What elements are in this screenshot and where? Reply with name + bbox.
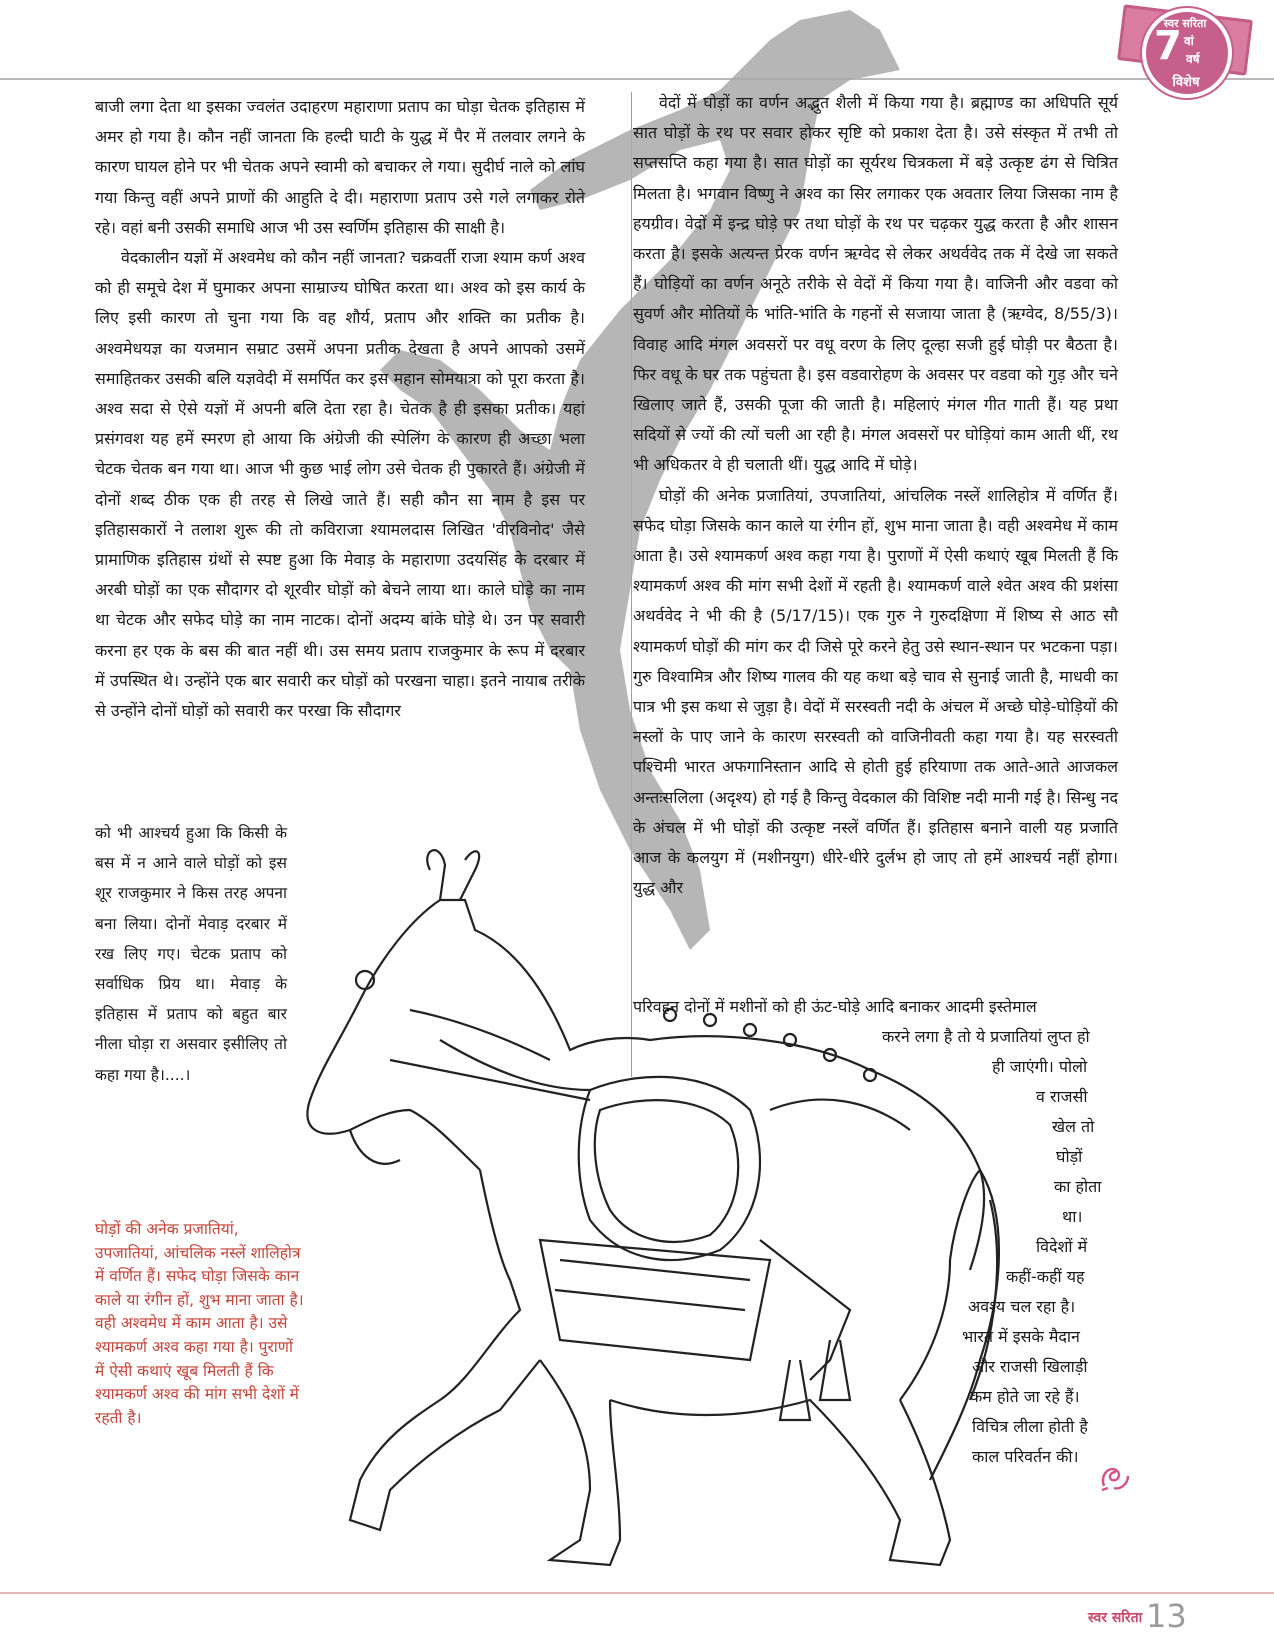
horse-line-drawing (290, 840, 1010, 1600)
badge-superscript-2: वर्ष (1186, 52, 1200, 66)
badge-subtitle: विशेष (1172, 75, 1200, 90)
badge-superscript: वां (1184, 34, 1194, 48)
right-paragraph-2: घोड़ों की अनेक प्रजातियां, उपजातियां, आंचलिक नस्लें शालिहोत्र में वर्णित हैं। सफेद घोड़ा जिसके कान काले या रंगीन हों, शुभ माना जाता है। वही अश्वमेध में काम आता है। उसे श्यामकर्ण अश्व कहा गया है। पुराणों में ऐसी कथाएं खूब मिलती हैं कि श्यामकर्ण अश्व की मांग सभी देशों में रहती है। श्यामकर्ण वाले श्वेत अश्व की प्रशंसा अथर्ववेद ने भी की है (5/17/15)। एक गुरु ने गुरुदक्षिणा में शिष्य से आठ सौ श्यामकर्ण घोड़ों की मांग कर दी जिसे पूरे करने हेतु उसे स्थान-स्थान पर भटकना पड़ा। गुरु विश्वामित्र और शिष्य गालव की यह कथा बड़े चाव से सुनाई जाती है, माधवी का पात्र भी इस कथा से जुड़ा है। वेदों में सरस्वती नदी के अंचल में अच्छे घोड़े-घोड़ियों की नस्लों के पाए जाने के कारण सरस्वती को वाजिनीवती कहा गया है। यह सरस्वती पश्चिमी भारत अफगानिस्तान आदि से होती हुई हरियाणा तक आते-आते आजकल अन्तःसलिला (अदृश्य) हो गई है किन्तु वेदकाल की विशिष्ट नदी मानी गई है। सिन्धु नद के अंचल में भी घोड़ों की उत्कृष्ट नस्लें वर्णित हैं। इतिहास बनाने वाली यह प्रजाति आज के कलयुग में (मशीनयुग) धीरे-धीरे दुर्लभ हो जाए तो हमें आश्चर्य नहीं होगा। युद्ध और (633, 485, 1118, 898)
right-wrap-line: परिवहन दोनों में मशीनों को ही ऊंट-घोड़े आदि बनाकर आदमी इस्तेमाल (633, 997, 1037, 1016)
left-paragraph-1: बाजी लगा देता था इसका ज्वलंत उदाहरण महाराणा प्रताप का घोड़ा चेतक इतिहास में अमर हो गया है। कौन नहीं जानता कि हल्दी घाटी के युद्ध में पैर में तलवार लगने के कारण घायल होने पर भी चेतक अपने स्वामी को बचाकर ले गया। सुदीर्घ नाले को लांघ गया किन्तु वहीं अपने प्राणों की आहुति दे दी। महाराणा प्रताप उसे गले लगाकर रोते रहे। वहां बनी उसकी समाधि आज भी उस स्वर्णिम इतिहास की साक्षी है। (95, 97, 585, 237)
right-wrap-line: काल परिवर्तन की। (972, 1447, 1079, 1466)
right-wrap-line: ही जाएंगी। पोलो (992, 1057, 1088, 1076)
badge-number: 7 (1154, 23, 1182, 69)
bottom-rule (0, 1592, 1274, 1594)
right-wrap-line: अवश्य चल रहा है। (968, 1297, 1076, 1316)
right-wrap-line: का होता (1054, 1177, 1102, 1196)
right-wrap-line: घोड़ों (1056, 1147, 1083, 1166)
left-paragraph-2: वेदकालीन यज्ञों में अश्वमेध को कौन नहीं जानता? चक्रवर्ती राजा श्याम कर्ण अश्व को ही समूचे देश में घुमाकर अपना साम्राज्य घोषित करता था। अश्व को इस कार्य के लिए इसी कारण तो चुना गया कि वह शौर्य, प्रताप और शक्ति का प्रतीक है। अश्वमेधयज्ञ का यजमान सम्राट उसमें अपना प्रतीक देखता है अपने आपको उसमें समाहितकर उसकी बलि यज्ञवेदी में समर्पित कर इस महान सोमयात्रा को पूरा करता है। अश्व सदा से ऐसे यज्ञों में अपनी बलि देता रहा है। चेतक है ही इसका प्रतीक। यहां प्रसंगवश यह हमें स्मरण हो आया कि अंग्रेजी की स्पेलिंग के कारण ही अच्छा भला चेटक चेतक बन गया था। आज भी कुछ भाई लोग उसे चेतक ही पुकारते हैं। अंग्रेजी में दोनों शब्द ठीक एक ही तरह से लिखे जाते हैं। सही कौन सा नाम है इस पर इतिहासकारों ने तलाश शुरू की तो कविराजा श्यामलदास लिखित 'वीरविनोद' जैसे प्रामाणिक इतिहास ग्रंथों से स्पष्ट हुआ कि मेवाड़ के महाराणा उदयसिंह के दरबार में अरबी घोड़ों का एक सौदागर दो शूरवीर घोड़ों को बेचने लाया था। काले घोड़े का नाम था चेटक और सफेद घोड़े का नाम नाटक। दोनों अदम्य बांके घोड़े थे। उन पर सवारी करना हर एक के बस की बात नहीं थी। उस समय प्रताप राजकुमार के रूप में दरबार में उपस्थित थे। उन्होंने एक बार सवारी कर घोड़ों को परखना चाहा। इतने नायाब तरीके से उन्होंने दोनों घोड़ों को सवारी कर परखा कि सौदागर (95, 248, 585, 721)
right-wrap-line: था। (1062, 1207, 1083, 1226)
right-wrap-line: खेल तो (1052, 1117, 1095, 1136)
right-wrap-line: विदेशों में (1036, 1237, 1088, 1256)
right-wrap-line: कम होते जा रहे हैं। (970, 1387, 1080, 1406)
right-wrap-line: और राजसी खिलाड़ी (972, 1357, 1088, 1376)
pull-quote: घोड़ों की अनेक प्रजातियां, उपजातियां, आंचलिक नस्लें शालिहोत्र में वर्णित हैं। सफेद घोड़ा जिसके कान काले या रंगीन हों, शुभ माना जाता है। वही अश्वमेध में काम आता है। उसे श्यामकर्ण अश्व कहा गया है। पुराणों में ऐसी कथाएं खूब मिलती हैं कि श्यामकर्ण अश्व की मांग सभी देशों में रहती है। (95, 1220, 304, 1427)
right-paragraph-1: वेदों में घोड़ों का वर्णन अद्भुत शैली में किया गया है। ब्रह्माण्ड का अधिपति सूर्य सात घोड़ों के रथ पर सवार होकर सृष्टि को प्रकाश देता है। उसे संस्कृत में तभी तो सप्तसप्ति कहा गया है। सात घोड़ों का सूर्यरथ चित्रकला में बड़े उत्कृष्ट ढंग से चित्रित मिलता है। भगवान विष्णु ने अश्व का सिर लगाकर एक अवतार लिया जिसका नाम है हयग्रीव। वेदों में इन्द्र घोड़े पर तथा घोड़ों के रथ पर चढ़कर युद्ध करता है और शासन करता है। इसके अत्यन्त प्रेरक वर्णन ऋग्वेद से लेकर अथर्ववेद तक में देखे जा सकते हैं। घोड़ियों का वर्णन अनूठे तरीके से वेदों में किया गया है। वाजिनी और वडवा को सुवर्ण और मोतियों के भांति-भांति के गहनों से सजाया जाता है (ऋग्वेद, 8/55/3)। विवाह आदि मंगल अवसरों पर वधू वरण के लिए दूल्हा सजी हुई घोड़ी पर बैठता है। फिर वधू के घर तक पहुंचता है। इस वडवारोहण के अवसर पर वडवा को गुड़ और चने खिलाए जाते हैं, उसकी पूजा की जाती है। महिलाएं मंगल गीत गाती हैं। यह प्रथा सदियों से ज्यों की त्यों चली आ रही है। मंगल अवसरों पर घोड़ियां काम आती थीं, रथ भी अधिकतर वे ही चलाती थीं। युद्ध आदि में घोड़े। (633, 93, 1118, 475)
right-wrap-line: कहीं-कहीं यह (1006, 1267, 1085, 1286)
right-column (633, 88, 1118, 903)
left-wrap-text: को भी आश्चर्य हुआ कि किसी के बस में न आने वाले घोड़ों को इस शूर राजकुमार ने किस तरह अपना बना लिया। दोनों मेवाड़ दरबार में रख लिए गए। चेटक प्रताप को सर्वाधिक प्रिय था। मेवाड़ के इतिहास में प्रताप को बहुत बार नीला घोड़ा रा असवार इसीलिए तो कहा गया है।....। (95, 824, 287, 1084)
right-wrap-line: करने लगा है तो ये प्रजातियां लुप्त हो (882, 1027, 1090, 1046)
magazine-name: स्वर सरिता (1088, 1610, 1143, 1626)
right-wrap-line: विचित्र लीला होती है (972, 1417, 1088, 1436)
end-mark-icon (1098, 1462, 1132, 1494)
right-wrap-line: भारत में इसके मैदान (962, 1327, 1080, 1346)
anniversary-badge (1110, 0, 1260, 100)
page-number: 13 (1146, 1597, 1187, 1635)
right-wrap-line: व राजसी (1036, 1087, 1088, 1106)
left-column (95, 92, 585, 726)
badge-title: स्वर सरिता (1163, 17, 1207, 30)
